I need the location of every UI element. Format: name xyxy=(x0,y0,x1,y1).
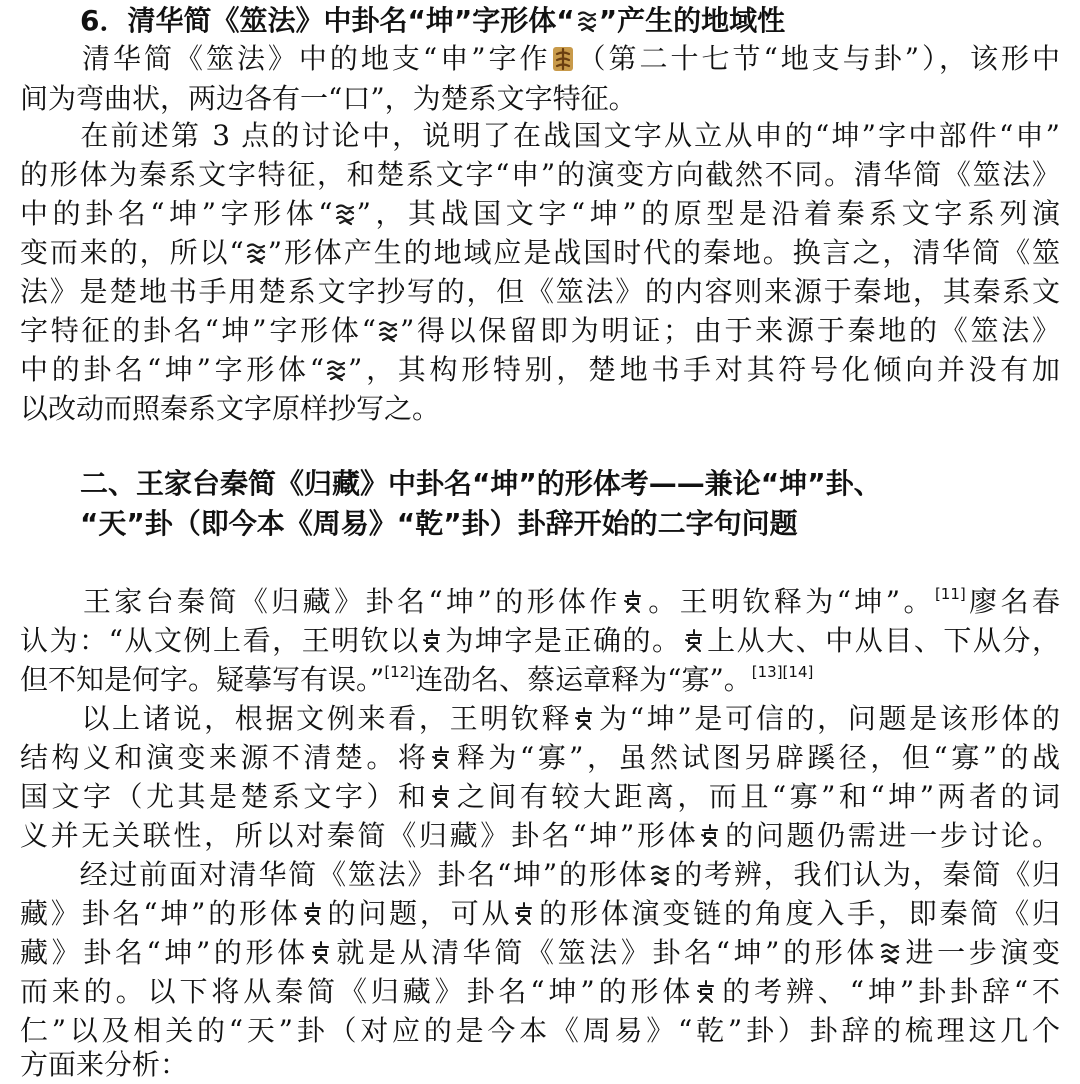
paragraph-line: 在前述第 3 点的讨论中，说明了在战国文字从立从申的“坤”字中部件“申” xyxy=(20,119,1060,152)
paragraph-line: 法》是楚地书手用楚系文字抄写的，但《筮法》的内容则来源于秦地，其秦系文 xyxy=(20,275,1060,308)
paragraph-line: 结构义和演变来源不清楚。将 释为“寡”，虽然试图另辟蹊径，但“寡”的战 xyxy=(20,741,1060,774)
section-heading: “天”卦（即今本《周易》“乾”卦）卦辞开始的二字句问题 xyxy=(80,507,798,540)
seal-glyph-kun-qinghua-icon xyxy=(649,862,671,888)
paragraph-line: 而来的。以下将从秦简《归藏》卦名“坤”的形体 的考辨、“坤”卦卦辞“不 xyxy=(20,975,1060,1008)
paragraph-line: 仁”以及相关的“天”卦（对应的是今本《周易》“乾”卦）卦辞的梳理这几个 xyxy=(20,1014,1060,1047)
seal-glyph-kun-qinghua-icon xyxy=(576,8,598,34)
paragraph-line: 以改动而照秦系文字原样抄写之。 xyxy=(20,392,441,425)
seal-glyph-kun-qinghua-icon xyxy=(334,201,356,227)
paragraph-line: 字特征的卦名“坤”字形体“ ”得以保留即为明证；由于来源于秦地的《筮法》 xyxy=(20,314,1060,347)
paragraph-line: 间为弯曲状，两边各有一“口”，为楚系文字特征。 xyxy=(20,82,637,115)
seal-glyph-kun-guizang-icon xyxy=(421,628,443,654)
footnote-ref[interactable]: [12] xyxy=(384,663,416,681)
seal-glyph-kun-guizang-icon xyxy=(622,589,644,615)
seal-glyph-kun-qinghua-icon xyxy=(879,940,901,966)
section-heading: 二、王家台秦简《归藏》中卦名“坤”的形体考——兼论“坤”卦、 xyxy=(80,467,882,500)
paragraph-line: 国文字（尤其是楚系文字）和 之间有较大距离，而且“寡”和“坤”两者的词 xyxy=(20,780,1060,813)
paragraph-line: 经过前面对清华简《筮法》卦名“坤”的形体 的考辨，我们认为，秦简《归 xyxy=(20,858,1060,891)
paragraph-line: 方面来分析： xyxy=(20,1048,189,1081)
seal-glyph-kun-qinghua-icon xyxy=(325,357,347,383)
paragraph-line: 王家台秦简《归藏》卦名“坤”的形体作 。王明钦释为“坤”。[11]廖名春 xyxy=(20,585,1060,618)
seal-glyph-kun-guizang-icon xyxy=(302,901,324,927)
seal-glyph-kun-guizang-icon xyxy=(695,979,717,1005)
paragraph-line: 以上诸说，根据文例来看，王明钦释 为“坤”是可信的，问题是该形体的 xyxy=(20,702,1060,735)
paragraph-line: 清华简《筮法》中的地支“申”字作 （第二十七节“地支与卦”），该形中 xyxy=(20,42,1060,75)
seal-glyph-kun-guizang-icon xyxy=(699,823,721,849)
seal-glyph-shen-icon xyxy=(552,46,574,72)
paragraph-line: 藏》卦名“坤”的形体 就是从清华简《筮法》卦名“坤”的形体 进一步演变 xyxy=(20,936,1060,969)
paragraph-line: 认为：“从文例上看，王明钦以 为坤字是正确的。 上从大、中从目、下从分， xyxy=(20,624,1060,657)
seal-glyph-kun-guizang-icon xyxy=(573,706,595,732)
footnote-ref[interactable]: [11] xyxy=(934,585,966,603)
seal-glyph-kun-guizang-icon xyxy=(513,901,535,927)
paragraph-line: 义并无关联性，所以对秦简《归藏》卦名“坤”形体 的问题仍需进一步讨论。 xyxy=(20,819,1060,852)
section-heading: 6．清华简《筮法》中卦名“坤”字形体“ ”产生的地域性 xyxy=(80,4,786,37)
paragraph-line: 但不知是何字。疑摹写有误。”[12]连劭名、蔡运章释为“寡”。[13][14] xyxy=(20,663,814,696)
seal-glyph-kun-guizang-icon xyxy=(683,628,705,654)
seal-glyph-kun-qinghua-icon xyxy=(245,240,267,266)
footnote-ref[interactable]: [13][14] xyxy=(751,663,814,681)
paragraph-line: 的形体为秦系文字特征，和楚系文字“申”的演变方向截然不同。清华简《筮法》 xyxy=(20,158,1060,191)
paragraph-line: 变而来的，所以“ ”形体产生的地域应是战国时代的秦地。换言之，清华简《筮 xyxy=(20,236,1060,269)
paragraph-line: 藏》卦名“坤”的形体 的问题，可从 的形体演变链的角度入手，即秦简《归 xyxy=(20,897,1060,930)
seal-glyph-kun-guizang-icon xyxy=(430,745,452,771)
paragraph-line: 中的卦名“坤”字形体“ ”，其构形特别，楚地书手对其符号化倾向并没有加 xyxy=(20,353,1060,386)
paragraph-line: 中的卦名“坤”字形体“ ”，其战国文字“坤”的原型是沿着秦系文字系列演 xyxy=(20,197,1060,230)
seal-glyph-kun-qinghua-icon xyxy=(377,318,399,344)
seal-glyph-kun-guizang-icon xyxy=(430,784,452,810)
seal-glyph-kun-guizang-icon xyxy=(310,940,332,966)
